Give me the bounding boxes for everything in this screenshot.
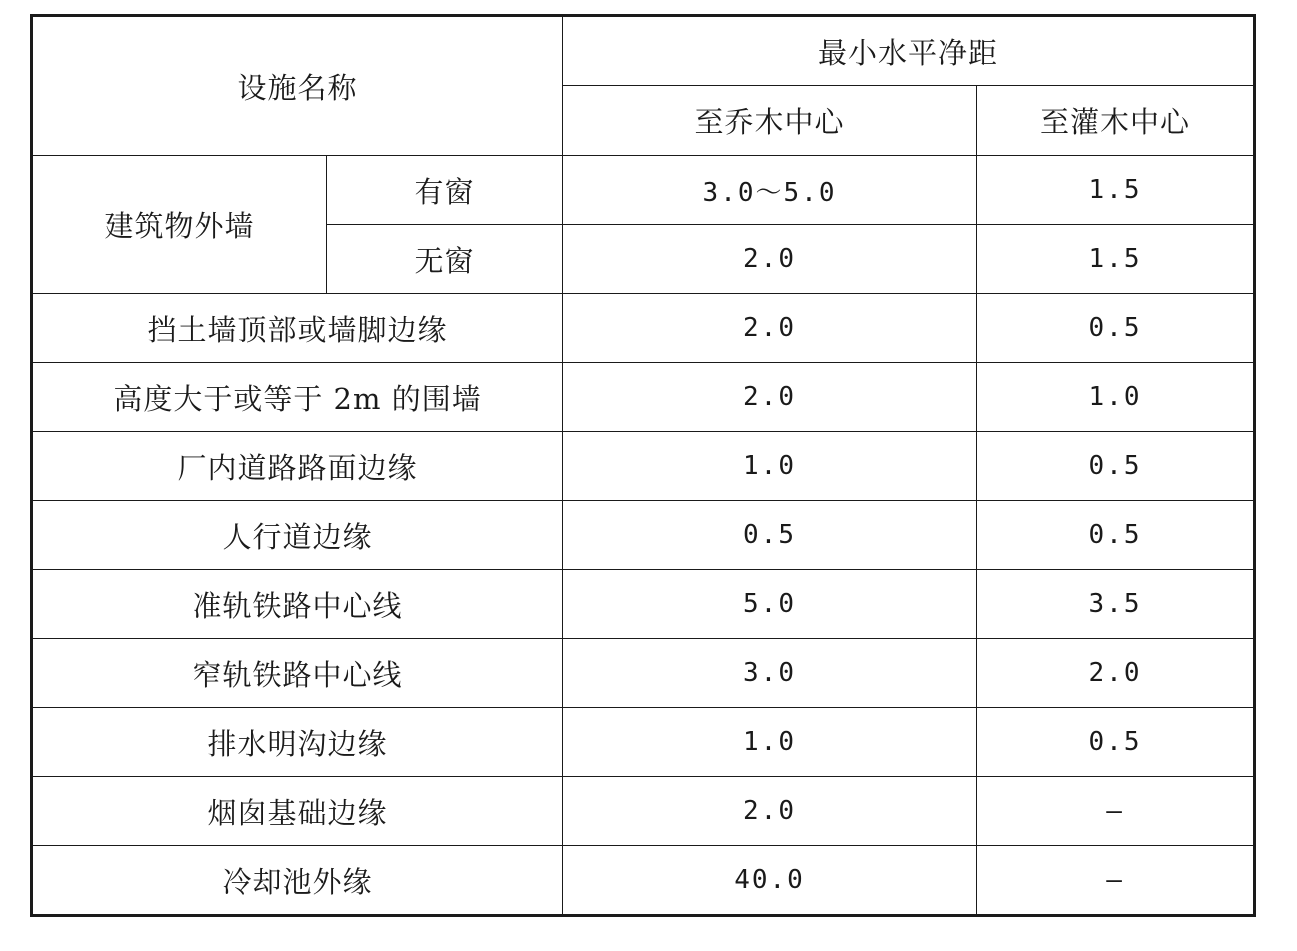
shrub-distance-cell: 0.5	[977, 432, 1255, 501]
tree-distance-cell: 1.0	[563, 432, 977, 501]
shrub-distance-cell: 2.0	[977, 639, 1255, 708]
table-row	[32, 156, 1255, 225]
table-row	[32, 432, 1255, 501]
table-row	[32, 570, 1255, 639]
facility-name-cell: 窄轨铁路中心线	[32, 639, 563, 708]
tree-distance-cell: 3.0～5.0	[563, 156, 977, 225]
tree-distance-cell: 2.0	[563, 777, 977, 846]
shrub-distance-cell: 1.5	[977, 156, 1255, 225]
without-window-label: 无窗	[327, 225, 563, 294]
tree-distance-cell: 5.0	[563, 570, 977, 639]
facility-name-cell: 冷却池外缘	[32, 846, 563, 916]
shrub-distance-cell: 0.5	[977, 294, 1255, 363]
tree-distance-cell: 2.0	[563, 363, 977, 432]
header-row	[32, 16, 1255, 86]
tree-distance-cell: 2.0	[563, 294, 977, 363]
facility-name-cell: 挡土墙顶部或墙脚边缘	[32, 294, 563, 363]
table-row	[32, 294, 1255, 363]
facility-name-cell: 厂内道路路面边缘	[32, 432, 563, 501]
tree-distance-cell: 1.0	[563, 708, 977, 777]
tree-distance-cell: 40.0	[563, 846, 977, 916]
with-window-label: 有窗	[327, 156, 563, 225]
table-row	[32, 501, 1255, 570]
table-row	[32, 639, 1255, 708]
header-facility-name: 设施名称	[32, 16, 563, 156]
facility-name-cell: 高度大于或等于 2m 的围墙	[32, 363, 563, 432]
table-row	[32, 363, 1255, 432]
header-min-distance: 最小水平净距	[563, 16, 1255, 86]
facility-name-cell: 排水明沟边缘	[32, 708, 563, 777]
table-row	[32, 708, 1255, 777]
table-row	[32, 777, 1255, 846]
header-to-tree-center: 至乔木中心	[563, 86, 977, 156]
shrub-distance-cell: —	[977, 777, 1255, 846]
tree-distance-cell: 3.0	[563, 639, 977, 708]
shrub-distance-cell: 0.5	[977, 708, 1255, 777]
shrub-distance-cell: 3.5	[977, 570, 1255, 639]
tree-distance-cell: 0.5	[563, 501, 977, 570]
facility-name-cell: 烟囱基础边缘	[32, 777, 563, 846]
header-to-shrub-center: 至灌木中心	[977, 86, 1255, 156]
facility-name-cell: 人行道边缘	[32, 501, 563, 570]
shrub-distance-cell: —	[977, 846, 1255, 916]
facility-name-cell: 准轨铁路中心线	[32, 570, 563, 639]
shrub-distance-cell: 1.5	[977, 225, 1255, 294]
clearance-table	[30, 14, 1256, 917]
building-wall-label: 建筑物外墙	[32, 156, 327, 294]
shrub-distance-cell: 0.5	[977, 501, 1255, 570]
shrub-distance-cell: 1.0	[977, 363, 1255, 432]
table-row	[32, 846, 1255, 916]
tree-distance-cell: 2.0	[563, 225, 977, 294]
